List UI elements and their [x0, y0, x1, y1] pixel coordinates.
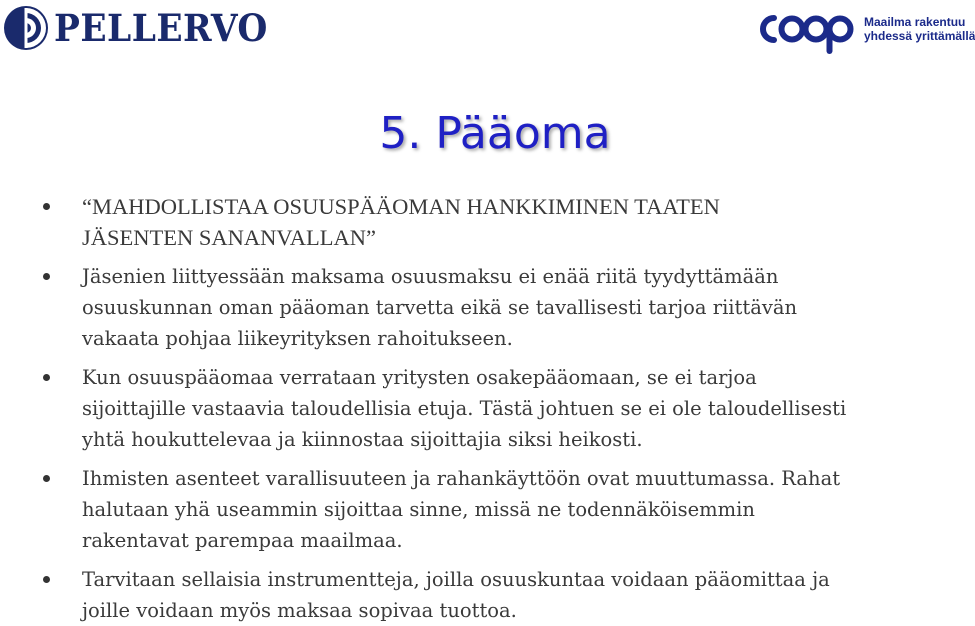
bullet-line: joille voidaan myös maksaa sopivaa tuottoa. [82, 599, 517, 622]
bullet-item [34, 191, 954, 253]
bullet-line: sijoittajille vastaavia taloudellisia etuja. Tästä johtuen se ei ole taloudellisesti [82, 397, 847, 420]
bullet-line: Tarvitaan sellaisia instrumentteja, joilla osuuskuntaa voidaan pääomittaa ja [82, 568, 830, 591]
bullet-text [82, 564, 954, 626]
pellervo-emblem-icon [2, 4, 50, 52]
bullet-line: yhtä houkuttelevaa ja kiinnostaa sijoittajia siksi heikosti. [82, 428, 643, 451]
pellervo-wordmark: PELLERVO [54, 6, 268, 50]
coop-tagline-line1: Maailma rakentuu [864, 15, 966, 29]
bullet-line: Jäsenien liittyessään maksama osuusmaksu ei enää riitä tyydyttämään [82, 265, 779, 288]
bullet-line: halutaan yhä useammin sijoittaa sinne, missä ne todennäköisemmin [82, 498, 755, 521]
bullet-dot-icon [43, 374, 50, 381]
bullet-line: osuuskunnan oman pääoman tarvetta eikä se tavallisesti tarjoa riittävän [82, 296, 798, 319]
bullet-line: Ihmisten asenteet varallisuuteen ja rahankäyttöön ovat muuttumassa. Rahat [82, 467, 841, 490]
coop-tagline-line2: yhdessä yrittämällä [864, 29, 975, 43]
bullet-line: rakentavat parempaa maailmaa. [82, 529, 403, 552]
bullet-text [82, 191, 954, 253]
bullet-line: “MAHDOLLISTAA OSUUSPÄÄOMAN HANKKIMINEN TAATEN [82, 194, 720, 219]
bullet-dot-icon [43, 475, 50, 482]
bullet-item [34, 463, 954, 556]
coop-logo [752, 4, 975, 54]
bullet-item [34, 564, 954, 626]
bullet-dot-icon [43, 576, 50, 583]
bullet-line: JÄSENTEN SANANVALLAN” [82, 225, 376, 250]
bullet-item [34, 362, 954, 455]
bullet-item [34, 261, 954, 354]
pellervo-logo [2, 4, 284, 52]
coop-wordmark-icon [752, 4, 860, 54]
bullet-text [82, 261, 954, 354]
bullet-list [34, 191, 954, 626]
bullet-text [82, 463, 954, 556]
bullet-line: vakaata pohjaa liikeyrityksen rahoitukseen. [82, 327, 513, 350]
bullet-text [82, 362, 954, 455]
bullet-line: Kun osuuspääomaa verrataan yritysten osakepääomaan, se ei tarjoa [82, 366, 757, 389]
bullet-dot-icon [43, 273, 50, 280]
slide-title: 5. Pääoma [379, 108, 611, 159]
bullet-dot-icon [43, 203, 50, 210]
coop-tagline [864, 15, 975, 43]
